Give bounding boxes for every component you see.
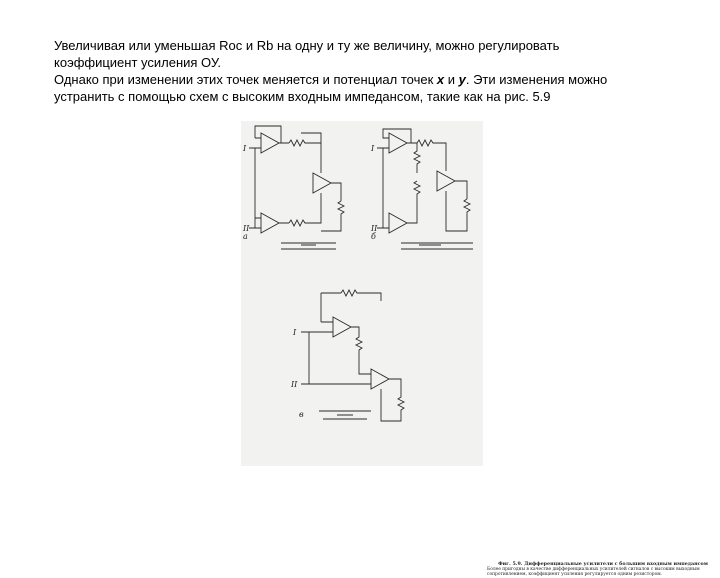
opamp-a3 xyxy=(261,213,279,233)
circuit-figure xyxy=(241,121,708,578)
input-II-b: II xyxy=(371,224,378,233)
paragraph-line-1: Увеличивая или уменьшая Roc и Rb на одну и ту же величину, можно регулировать xyxy=(54,38,560,53)
line-3-prefix: Однако при изменении этих точек меняется и потенциал точек xyxy=(54,72,437,87)
opamp-a1 xyxy=(261,133,279,153)
input-I-c: I xyxy=(293,328,297,337)
body-text xyxy=(54,37,694,105)
input-wires-c xyxy=(301,332,371,384)
caption-body: Более пригодны в качестве дифференциальных усилителей сигналов с высоким выходным сопротивлением, коэффициент усиления регулируется одним резистором. xyxy=(487,567,700,578)
resistor-c-top xyxy=(321,290,381,322)
paragraph-line-2: коэффициент усиления ОУ. xyxy=(54,55,222,70)
bias-wires-b xyxy=(383,129,411,143)
formula-strokes-c xyxy=(319,411,371,419)
line-3-suffix: . Эти изменения можно xyxy=(465,72,608,87)
opamp-a2 xyxy=(313,173,331,193)
feedback-c xyxy=(381,379,404,421)
label-a: а xyxy=(243,232,248,241)
resistor-a-bottom xyxy=(279,193,321,226)
circuit-c xyxy=(290,290,404,421)
input-I-b: I xyxy=(371,144,375,153)
input-II-a: II xyxy=(243,224,250,233)
opamp-c1 xyxy=(333,317,351,337)
point-x: x xyxy=(436,72,445,87)
opamp-c2 xyxy=(371,369,389,389)
input-II-c: II xyxy=(291,380,298,389)
gain-chain-c xyxy=(351,327,371,374)
line-3-mid: и xyxy=(444,72,459,87)
circuit-schematics xyxy=(241,121,483,466)
circuit-a xyxy=(242,126,344,241)
gain-chain-b xyxy=(407,143,420,223)
opamp-b3 xyxy=(389,213,407,233)
resistor-b-top xyxy=(407,140,446,171)
input-wires-a xyxy=(249,148,261,228)
label-b: б xyxy=(371,232,376,241)
bias-wires-a xyxy=(255,126,281,218)
paragraph-line-3 xyxy=(54,71,694,88)
input-I-a: I xyxy=(243,144,247,153)
label-c: в xyxy=(299,410,304,419)
circuit-b xyxy=(370,129,470,241)
opamp-b1 xyxy=(389,133,407,153)
formula-strokes-ab xyxy=(281,243,473,249)
resistor-a-top xyxy=(279,133,321,146)
opamp-b2 xyxy=(437,171,455,191)
feedback-b xyxy=(446,181,470,231)
caption-title: Фиг. 5.9. Дифференциальные усилители с большим входным импедансом xyxy=(498,561,708,567)
point-y: y xyxy=(458,72,466,87)
paragraph-line-4: устранить с помощью схем с высоким входным импедансом, такие как на рис. 5.9 xyxy=(54,89,551,104)
input-wires-b xyxy=(377,148,389,228)
figure-caption xyxy=(487,562,719,578)
